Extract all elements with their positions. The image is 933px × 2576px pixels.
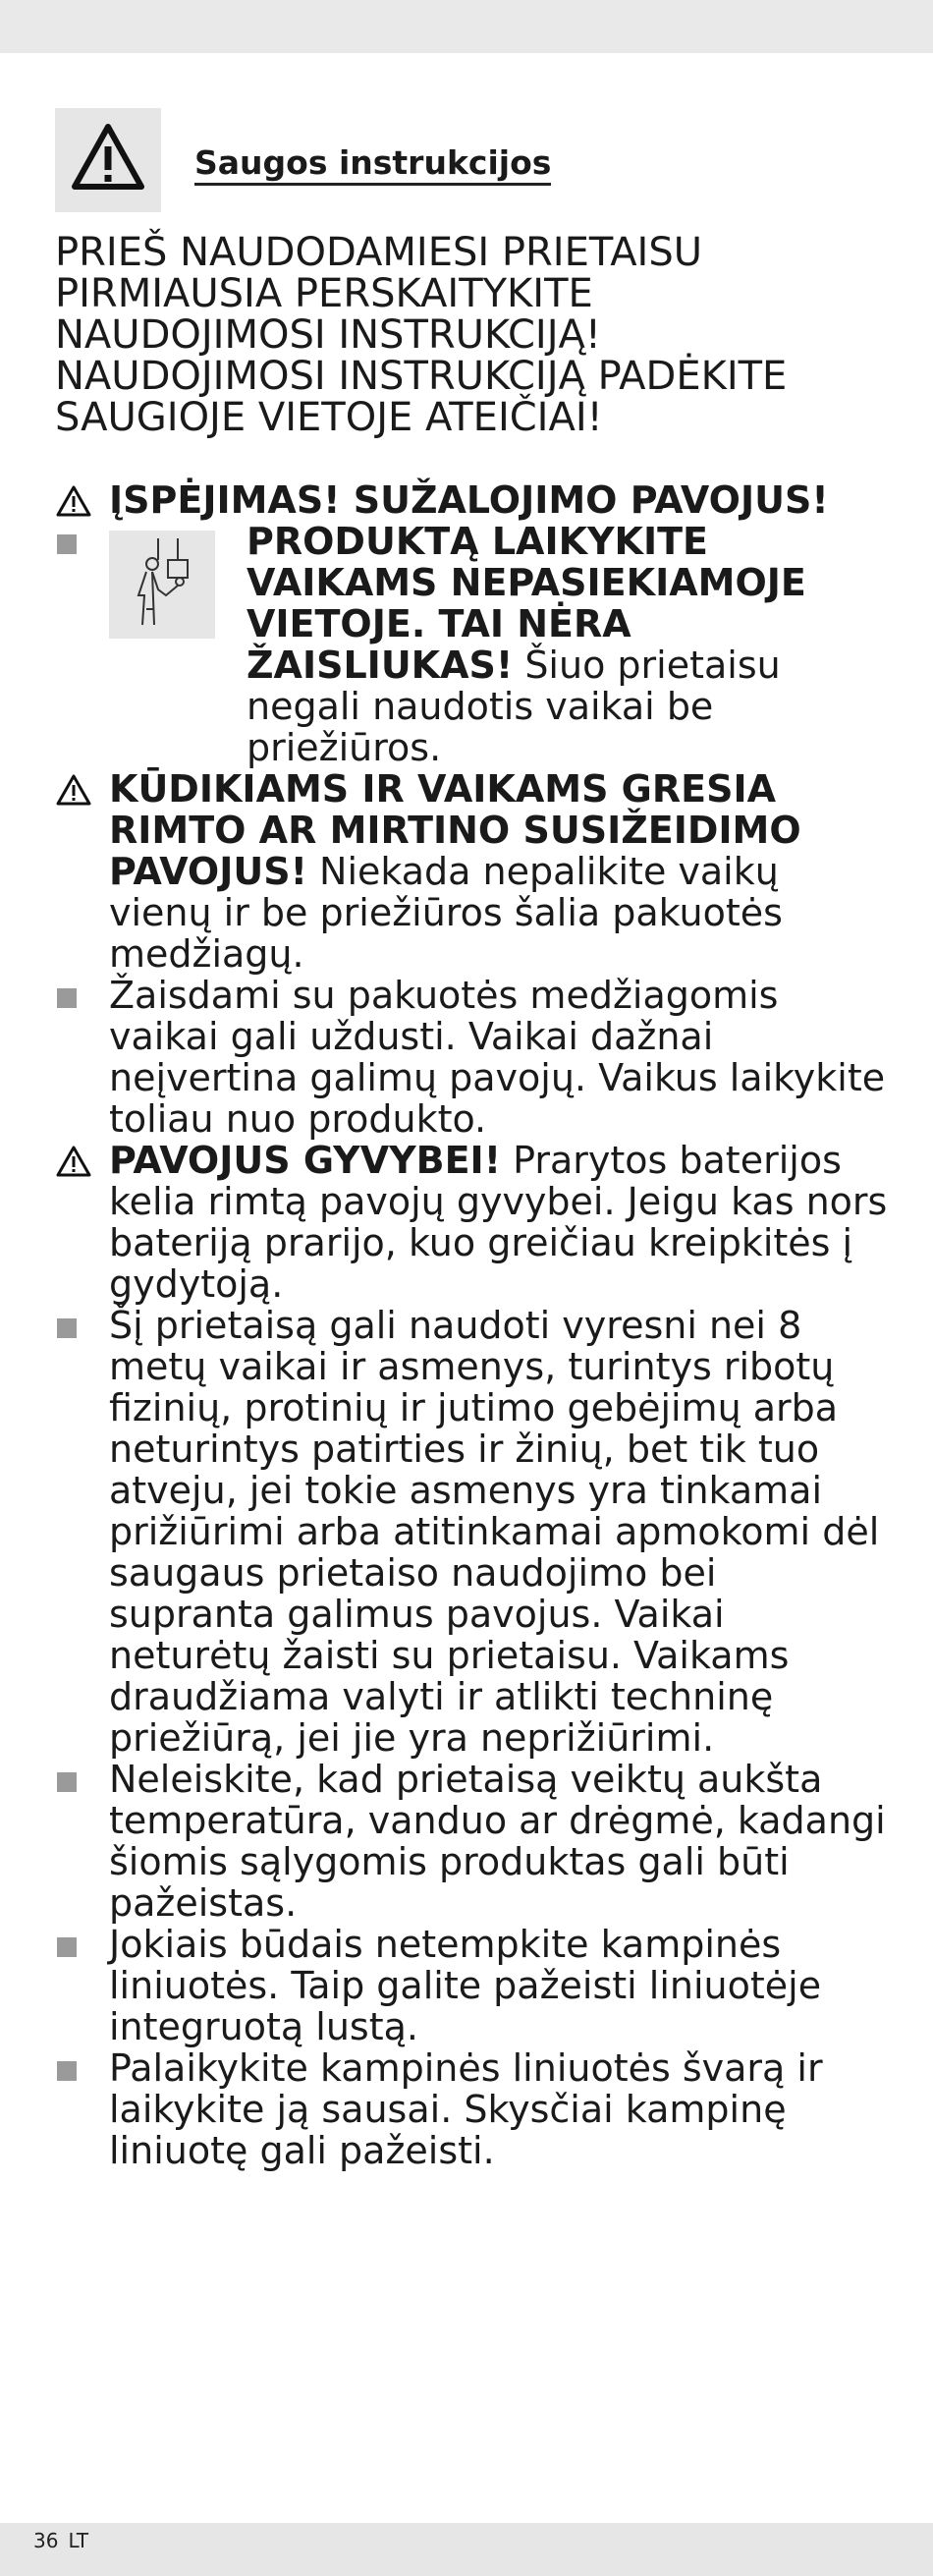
warning-triangle-icon	[55, 108, 161, 212]
children-text: Šiuo prietaisu negali naudotis vaikai be priežiūros.	[247, 644, 781, 769]
child-warning-icon	[109, 531, 215, 639]
warning-small-icon	[55, 484, 92, 526]
bullet-square	[57, 988, 77, 1008]
warning-item-injury	[55, 479, 890, 521]
safety-list	[55, 479, 890, 2171]
warning-item-batteries	[55, 1140, 890, 1305]
safety-section	[55, 108, 890, 2171]
language-code: LT	[68, 2529, 89, 2552]
bottom-margin-bar	[0, 2523, 933, 2576]
bullet-square	[57, 1937, 77, 1957]
warning-small-icon	[55, 773, 92, 814]
bullet-square	[57, 1318, 77, 1338]
bullet-item-packaging	[55, 975, 890, 1140]
page-footer	[33, 2529, 98, 2552]
bullet-text: Šį prietaisą gali naudoti vyresni nei 8 metų vaikai ir asmenys, turintys ribotų fizinių, protinių ir jutimo gebėjimų arba neturintys patirties ir žinių, bet tik tuo atveju, jei tokie asmenys yra tinkamai prižiūrimi arba atitinkamai apmokomi dėl saugaus prietaiso naudojimo bei supranta galimus pavojus. Vaikai neturėtų žaisti su prietaisu. Vaikams draudžiama valyti ir atlikti techninę priežiūrą, jei jie yra neprižiūrimi.	[109, 1304, 880, 1760]
bullet-item-children	[55, 521, 890, 768]
bullet-item-pulling	[55, 1924, 890, 2047]
warning-text: Niekada nepalikite vaikų vienų ir be priežiūros šalia pakuotės medžiagų.	[109, 850, 783, 976]
intro-line: PIRMIAUSIA PERSKAITYKITE	[55, 271, 593, 316]
section-header	[55, 108, 890, 218]
bullet-item-cleaning	[55, 2047, 890, 2171]
bullet-text: Palaikykite kampinės liniuotės švarą ir laikykite ją sausai. Skysčiai kampinę liniuotę gali pažeisti.	[109, 2046, 823, 2172]
children-heading: PRODUKTĄ LAIKYKITE VAIKAMS NEPASIEKIAMOJE VIETOJE. TAI NĖRA ŽAISLIUKAS!	[247, 520, 806, 687]
bullet-text: Jokiais būdais netempkite kampinės liniuotės. Taip galite pažeisti liniuotėje integruotą lustą.	[109, 1923, 822, 2048]
intro-line: PRIEŠ NAUDODAMIESI PRIETAISU	[55, 230, 703, 275]
warning-small-icon	[55, 1145, 92, 1186]
children-notice	[109, 521, 890, 768]
intro-notice	[55, 232, 890, 438]
warning-text: Prarytos baterijos kelia rimtą pavojų gyvybei. Jeigu kas nors bateriją prarijo, kuo greičiau kreipkitės į gydytoją.	[109, 1139, 888, 1306]
warning-heading: KŪDIKIAMS IR VAIKAMS GRESIA RIMTO AR MIRTINO SUSIŽEIDIMO PAVOJUS!	[109, 767, 801, 893]
bullet-item-temperature	[55, 1759, 890, 1924]
page-number: 36	[33, 2529, 59, 2552]
bullet-square	[57, 1772, 77, 1792]
intro-line: SAUGIOJE VIETOJE ATEIČIAI!	[55, 395, 603, 440]
section-title: Saugos instrukcijos	[194, 143, 551, 186]
bullet-text: Neleiskite, kad prietaisą veiktų aukšta temperatūra, vanduo ar drėgmė, kadangi šiomis sąlygomis produktas gali būti pažeistas.	[109, 1758, 886, 1925]
top-margin-bar	[0, 0, 933, 53]
bullet-square	[57, 2061, 77, 2081]
intro-line: NAUDOJIMOSI INSTRUKCIJĄ PADĖKITE	[55, 354, 788, 399]
bullet-item-age	[55, 1305, 890, 1759]
warning-heading: ĮSPĖJIMAS! SUŽALOJIMO PAVOJUS!	[109, 478, 829, 522]
warning-heading: PAVOJUS GYVYBEI!	[109, 1139, 502, 1182]
warning-item-infants	[55, 768, 890, 975]
bullet-square	[57, 534, 77, 554]
bullet-text: Žaisdami su pakuotės medžiagomis vaikai gali uždusti. Vaikai dažnai neįvertina galimų pavojų. Vaikus laikykite toliau nuo produkto.	[109, 974, 886, 1141]
intro-line: NAUDOJIMOSI INSTRUKCIJĄ!	[55, 312, 601, 358]
